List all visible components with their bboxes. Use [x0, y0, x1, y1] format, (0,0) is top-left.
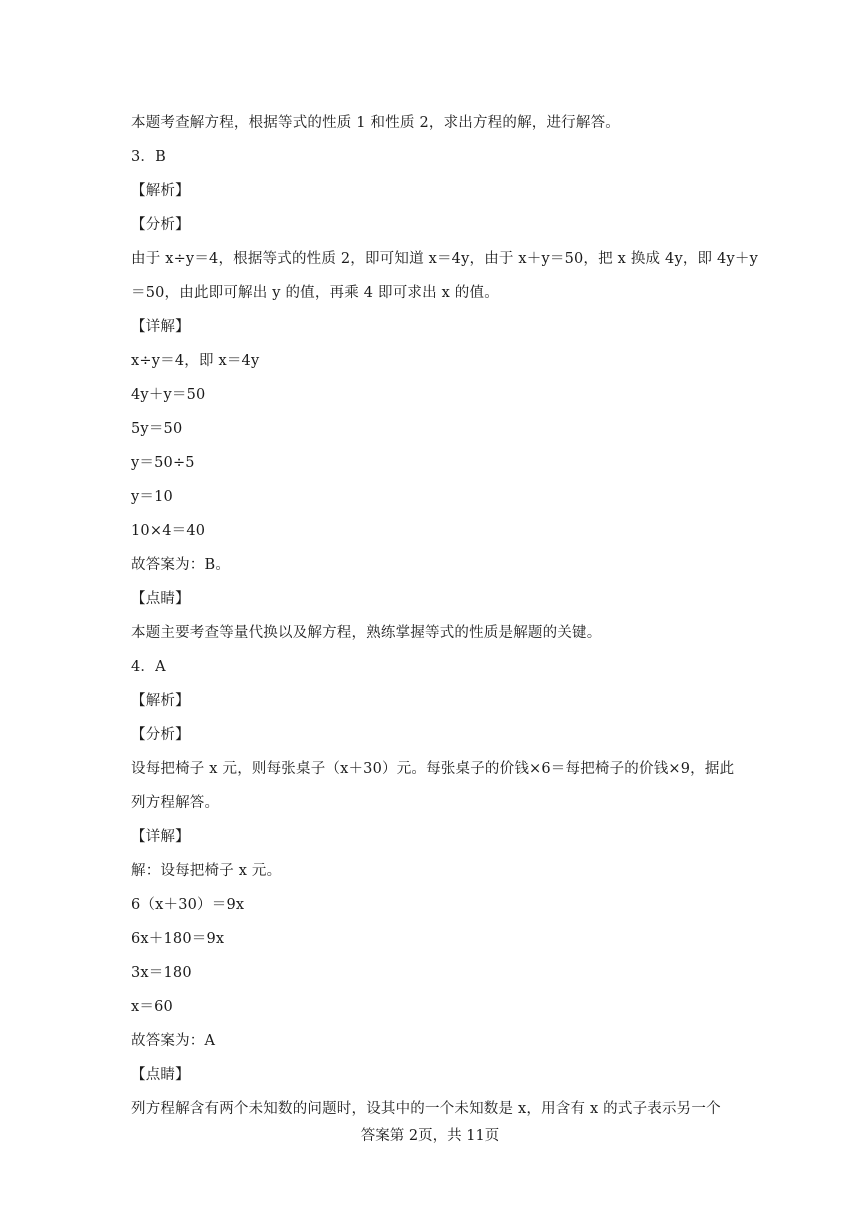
equation-line: 3x＝180	[131, 965, 192, 981]
section-label: 【点睛】	[131, 591, 190, 607]
section-label: 【详解】	[131, 319, 190, 335]
text-line: 故答案为：B。	[131, 557, 231, 573]
equation-line: 4y＋y＝50	[131, 387, 206, 403]
equation-line: 6x＋180＝9x	[131, 931, 225, 947]
text-line: 本题考查解方程，根据等式的性质 1 和性质 2，求出方程的解，进行解答。	[131, 115, 620, 131]
answer-heading: 4．A	[131, 659, 166, 675]
equation-line: y＝50÷5	[131, 455, 195, 471]
section-label: 【解析】	[131, 693, 190, 709]
text-line: 本题主要考查等量代换以及解方程，熟练掌握等式的性质是解题的关键。	[131, 625, 602, 641]
equation-line: x÷y＝4，即 x＝4y	[131, 353, 260, 369]
text-line: 故答案为：A	[131, 1033, 216, 1049]
equation-line: 5y＝50	[131, 421, 183, 437]
text-line: 由于 x÷y＝4，根据等式的性质 2，即可知道 x＝4y，由于 x＋y＝50，把 x 换成 4y，即 4y＋y	[131, 251, 758, 267]
equation-line: 6（x＋30）＝9x	[131, 897, 245, 913]
text-line: 设每把椅子 x 元，则每张桌子（x＋30）元。每张桌子的价钱×6＝每把椅子的价钱×9，据此	[131, 761, 735, 777]
answer-heading: 3．B	[131, 149, 166, 165]
section-label: 【分析】	[131, 727, 190, 743]
text-line: 列方程解含有两个未知数的问题时，设其中的一个未知数是 x，用含有 x 的式子表示另一个	[131, 1101, 721, 1117]
text-line: 解：设每把椅子 x 元。	[131, 863, 282, 879]
page-footer: 答案第 2页，共 11页	[360, 1128, 500, 1144]
equation-line: y＝10	[131, 489, 173, 505]
text-line: ＝50，由此即可解出 y 的值，再乘 4 即可求出 x 的值。	[131, 285, 499, 301]
section-label: 【详解】	[131, 829, 190, 845]
section-label: 【点睛】	[131, 1067, 190, 1083]
section-label: 【解析】	[131, 183, 190, 199]
equation-line: x＝60	[131, 999, 173, 1015]
text-line: 列方程解答。	[131, 795, 220, 811]
equation-line: 10×4＝40	[131, 523, 206, 539]
section-label: 【分析】	[131, 217, 190, 233]
